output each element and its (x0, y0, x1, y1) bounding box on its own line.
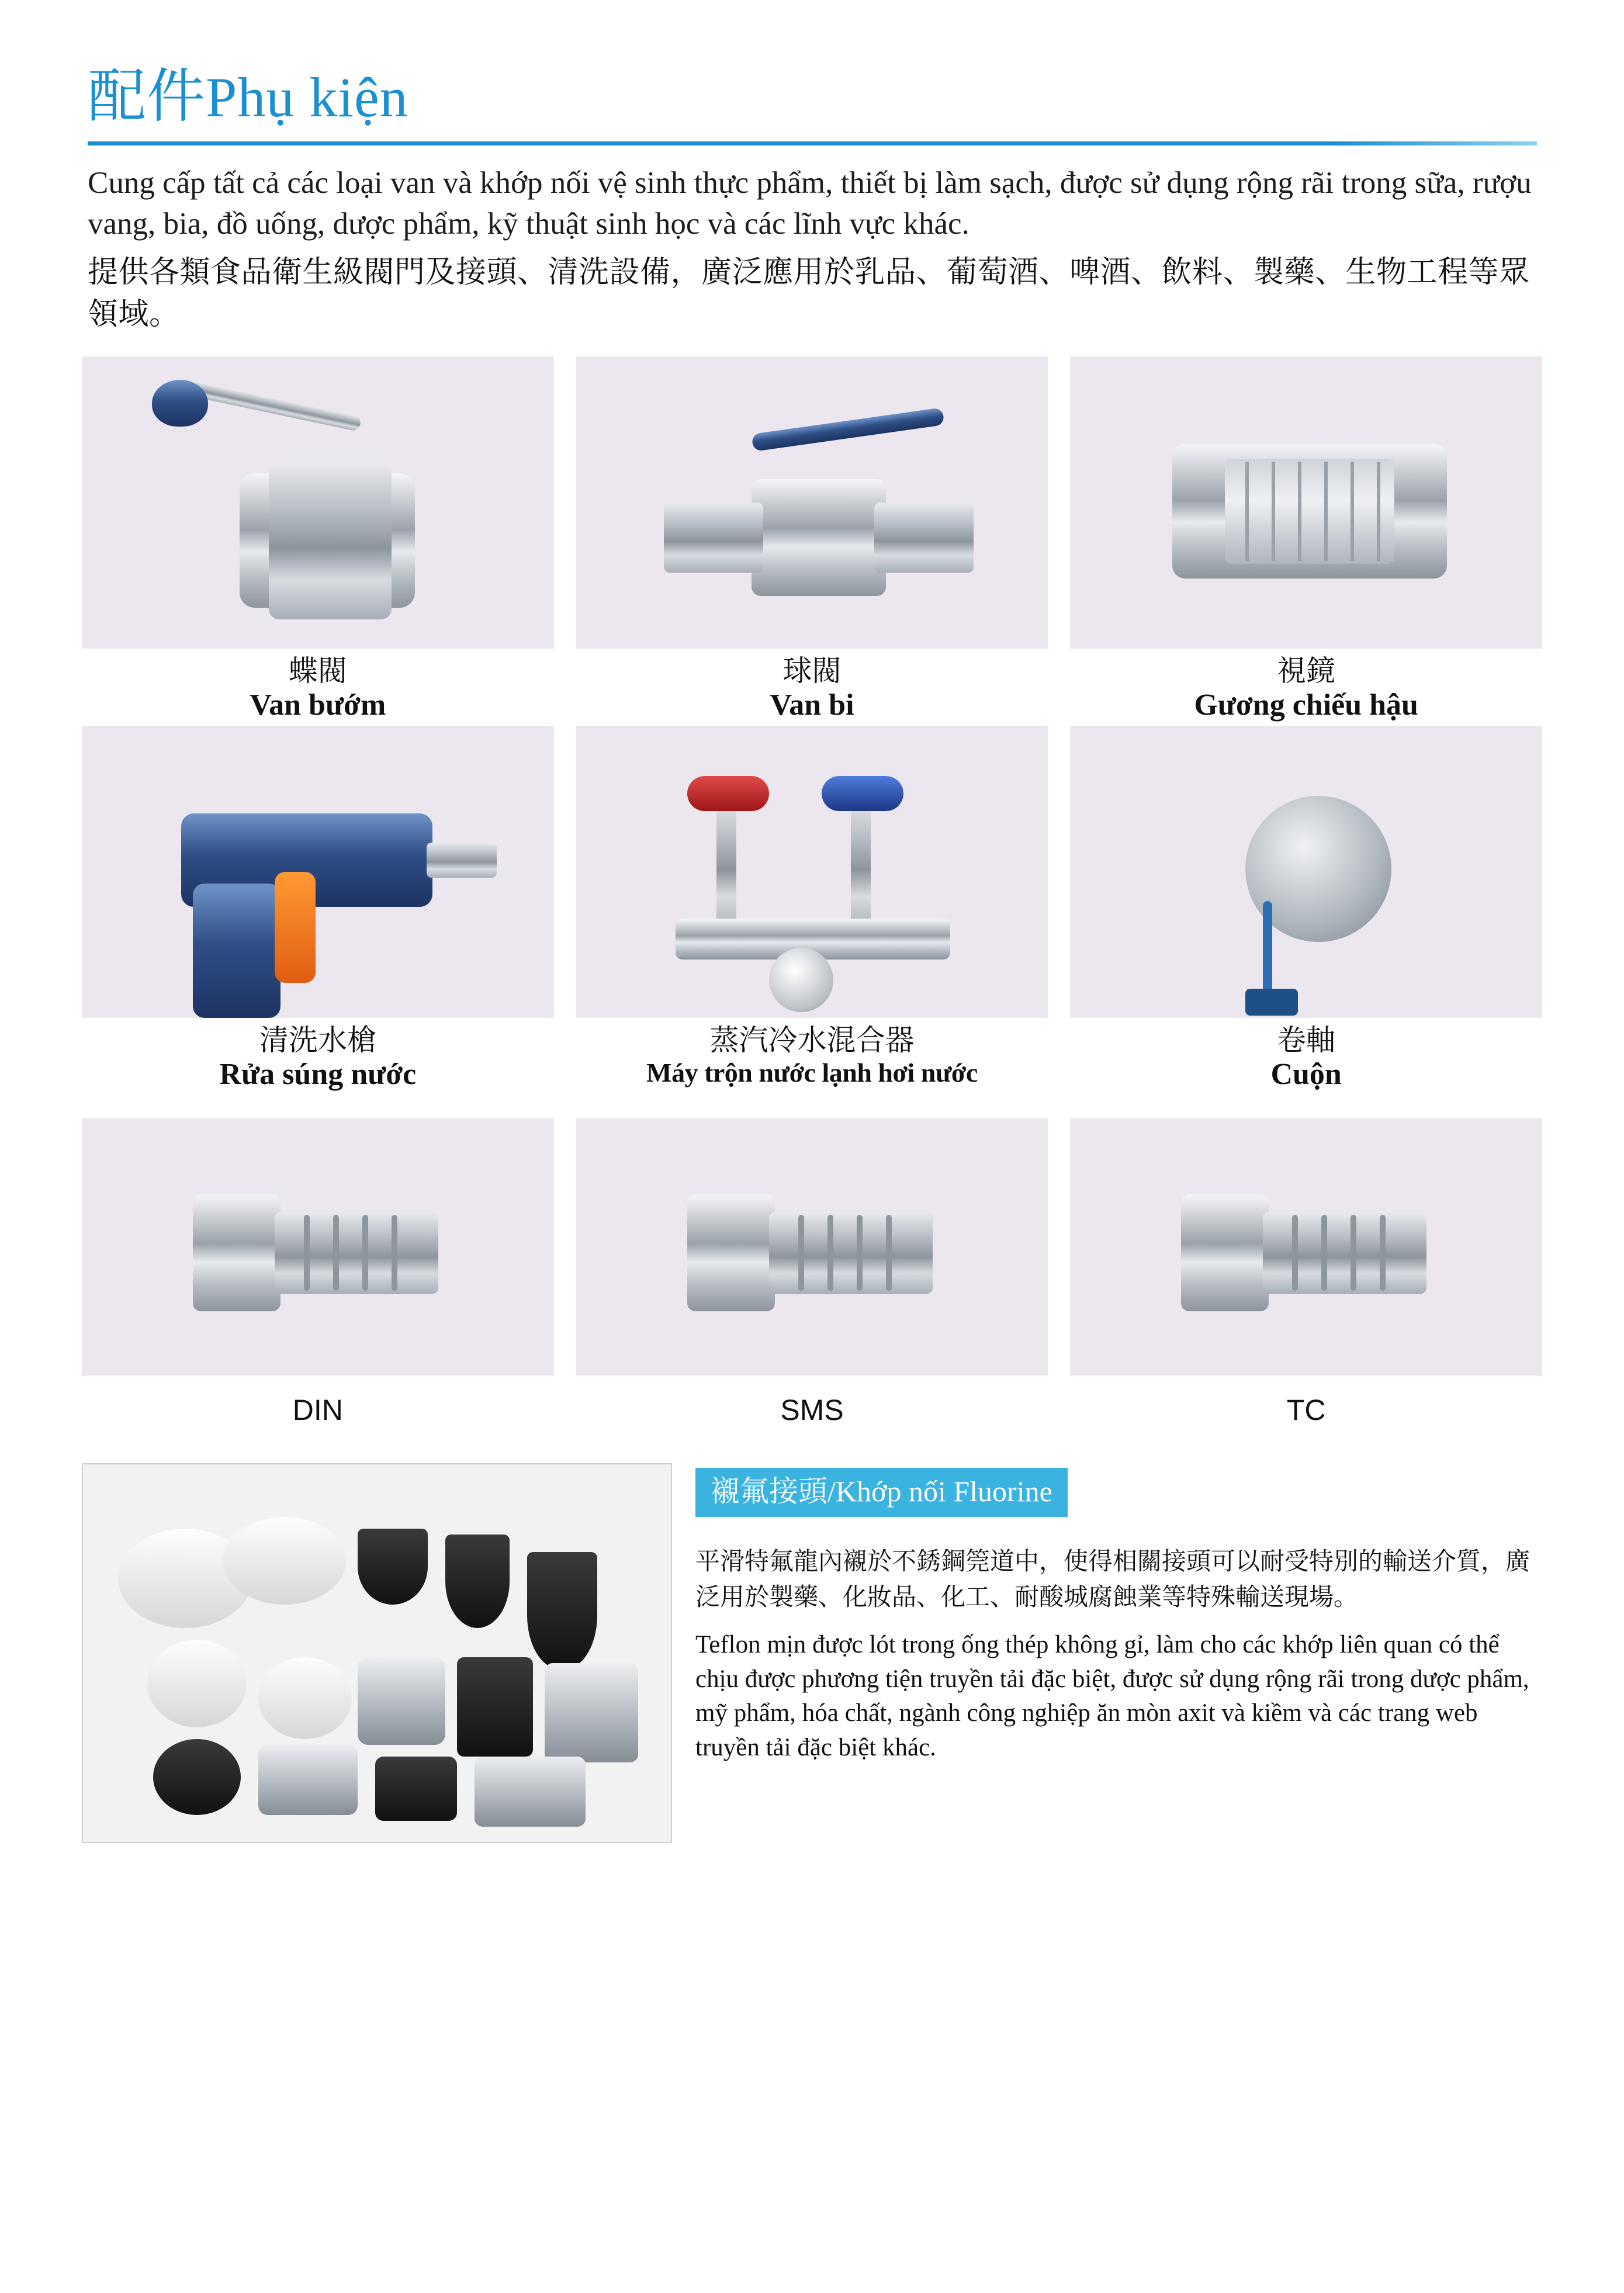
sight-glass-rib (1377, 462, 1380, 561)
ball-valve-illustration (576, 356, 1048, 649)
product-label-vi: Rửa súng nước (219, 1057, 417, 1091)
fluorine-badge-zh: 襯氟接頭 (711, 1474, 827, 1508)
adapter-caption (576, 1376, 1048, 1427)
adapter-label: TC (1286, 1393, 1326, 1426)
valve-right-port (874, 503, 974, 573)
lined-fitting-part (358, 1529, 428, 1605)
product-card-tc-adapter (1070, 1118, 1542, 1427)
product-label-vi: Van bướm (250, 688, 386, 722)
adapter-rib (362, 1215, 368, 1291)
product-card-sms-adapter (576, 1118, 1048, 1427)
reel-hose-shape (1263, 901, 1272, 1000)
product-image-din-hose-adapter (82, 1118, 554, 1376)
gun-trigger-shape (275, 872, 316, 983)
valve-left-port (664, 503, 763, 573)
product-card-butterfly-valve (82, 356, 554, 722)
mixer-illustration (576, 726, 1048, 1018)
product-caption (576, 1018, 1048, 1087)
flange-part (258, 1657, 352, 1739)
page-title-vi: Phụ kiện (206, 66, 408, 129)
mixer-pipe-shape (851, 796, 871, 930)
sight-glass-rib (1245, 462, 1249, 561)
adapter-caption (82, 1376, 554, 1427)
product-label-vi: Cuộn (1270, 1057, 1342, 1091)
fluorine-text-vi: Teflon mịn được lót trong ống thép không gỉ, làm cho các khớp liên quan có thể chịu được phương tiện truyền tải đặc biệt, được sử dụng rộng rãi trong dược phẩm, mỹ phẩm, hóa chất, ngành công nghiệp ăn mòn axit và kiềm và các trang web truyền tải đặc biệt khác. (695, 1631, 1529, 1761)
adapter-rib (857, 1215, 863, 1291)
gun-nozzle-shape (427, 843, 497, 878)
adapter-barb-shape (1263, 1212, 1426, 1294)
product-caption (576, 649, 1048, 722)
adapter-rib (1380, 1215, 1386, 1291)
butterfly-valve-illustration (82, 356, 554, 649)
fluorine-badge (695, 1468, 1068, 1518)
valve-center-body (752, 479, 886, 596)
product-caption (82, 1018, 554, 1092)
product-image-cleaning-water-gun (82, 726, 554, 1018)
lined-fitting-part (445, 1535, 510, 1628)
steel-fitting-part (545, 1663, 638, 1762)
fluorine-fittings-illustration (83, 1464, 671, 1842)
fluorine-badge-sep: / (827, 1474, 836, 1508)
adapter-rib (304, 1215, 310, 1291)
adapter-flange-shape (193, 1194, 281, 1311)
product-caption (82, 649, 554, 722)
adapter-caption (1070, 1376, 1542, 1427)
product-card-hose-reel (1070, 726, 1542, 1092)
product-label-zh: 清洗水槍 (259, 1023, 376, 1058)
product-card-cleaning-water-gun (82, 726, 554, 1092)
adapter-grid (82, 1118, 1542, 1427)
page-title (88, 64, 1536, 129)
product-label-zh: 卷軸 (1277, 1023, 1336, 1058)
adapter-flange-shape (687, 1194, 775, 1311)
sms-adapter-illustration (576, 1118, 1048, 1376)
product-label-zh: 視鏡 (1277, 654, 1336, 688)
product-label-zh: 蝶閥 (288, 654, 347, 688)
title-divider (88, 141, 1537, 146)
valve-body-shape (269, 462, 392, 619)
lined-fitting-part (375, 1757, 457, 1821)
product-image-butterfly-valve (82, 356, 554, 649)
adapter-rib (798, 1215, 804, 1291)
product-label-zh: 球閥 (782, 654, 842, 688)
fluorine-badge-vi: Khớp nối Fluorine (835, 1474, 1052, 1508)
hose-reel-illustration (1070, 726, 1542, 1018)
product-label-vi: Máy trộn nước lạnh hơi nước (646, 1057, 978, 1087)
adapter-rib (1321, 1215, 1327, 1291)
page-header (0, 0, 1624, 146)
product-image-steam-cold-water-mixer (576, 726, 1048, 1018)
adapter-label: SMS (780, 1393, 844, 1426)
sight-glass-rib (1351, 462, 1354, 561)
valve-lever-shape (751, 408, 944, 452)
steel-fitting-part (475, 1757, 586, 1827)
adapter-barb-shape (275, 1212, 438, 1294)
adapter-rib (333, 1215, 339, 1291)
sight-glass-illustration (1070, 356, 1542, 649)
mixer-red-handwheel (687, 776, 769, 811)
tc-adapter-illustration (1070, 1118, 1542, 1376)
product-image-hose-reel (1070, 726, 1542, 1018)
adapter-rib (886, 1215, 892, 1291)
adapter-rib (392, 1215, 397, 1291)
product-label-zh: 蒸汽冷水混合器 (709, 1023, 915, 1058)
product-card-sight-glass (1070, 356, 1542, 722)
product-caption (1070, 1018, 1542, 1092)
mixer-pressure-gauge (769, 948, 833, 1012)
product-image-ball-valve (576, 356, 1048, 649)
fluorine-section (82, 1463, 1542, 1843)
fluorine-description (695, 1544, 1542, 1765)
adapter-rib (827, 1215, 833, 1291)
adapter-rib (1351, 1215, 1356, 1291)
product-label-vi: Gương chiếu hậu (1194, 688, 1418, 722)
gun-grip-shape (193, 884, 281, 1018)
din-adapter-illustration (82, 1118, 554, 1376)
lined-fitting-part (153, 1739, 241, 1815)
product-grid (82, 356, 1542, 1091)
adapter-rib (1292, 1215, 1298, 1291)
product-card-ball-valve (576, 356, 1048, 722)
fluorine-text-zh: 平滑特氟龍內襯於不銹鋼筦道中，使得相關接頭可以耐受特別的輸送介質，廣泛用於製藥、化妝品、化工、耐酸城腐蝕業等特殊輸送現場。 (695, 1547, 1530, 1612)
steel-fitting-part (258, 1745, 358, 1815)
product-card-steam-cold-water-mixer (576, 726, 1048, 1092)
sight-glass-rib (1324, 462, 1328, 561)
water-gun-illustration (82, 726, 554, 1018)
adapter-label: DIN (292, 1393, 343, 1426)
lined-fitting-part (457, 1657, 533, 1757)
adapter-flange-shape (1181, 1194, 1269, 1311)
valve-knob-shape (152, 380, 208, 427)
product-label-vi: Van bi (770, 688, 854, 722)
product-caption (1070, 649, 1542, 722)
intro-text-vi: Cung cấp tất cả các loại van và khớp nối vệ sinh thực phẩm, thiết bị làm sạch, được sử dụng rộng rãi trong sữa, rượu vang, bia, đồ uống, dược phẩm, kỹ thuật sinh học và các lĩnh vực khác. (88, 166, 1532, 241)
intro-block (0, 146, 1624, 335)
product-image-sms-hose-adapter (576, 1118, 1048, 1376)
product-image-tc-hose-adapter (1070, 1118, 1542, 1376)
sight-glass-window (1225, 459, 1394, 564)
mixer-blue-handwheel (822, 776, 903, 811)
lined-fitting-part (527, 1552, 597, 1669)
sight-glass-rib (1298, 462, 1301, 561)
product-image-sight-glass (1070, 356, 1542, 649)
flange-part (147, 1640, 247, 1727)
sight-glass-rib (1272, 462, 1275, 561)
product-card-din-adapter (82, 1118, 554, 1427)
mixer-pipe-shape (716, 796, 736, 930)
fluorine-text-column (695, 1463, 1542, 1843)
flange-part (223, 1517, 346, 1605)
adapter-barb-shape (769, 1212, 933, 1294)
page-title-zh: 配件 (88, 62, 206, 130)
steel-fitting-part (358, 1657, 445, 1745)
intro-text-zh: 提供各類食品衛生級閥門及接頭、清洗設備，廣泛應用於乳品、葡萄酒、啤酒、飲料、製藥、生物工程等眾領域。 (88, 254, 1530, 332)
reel-nozzle-shape (1245, 989, 1298, 1016)
fluorine-fittings-photo (82, 1463, 672, 1843)
